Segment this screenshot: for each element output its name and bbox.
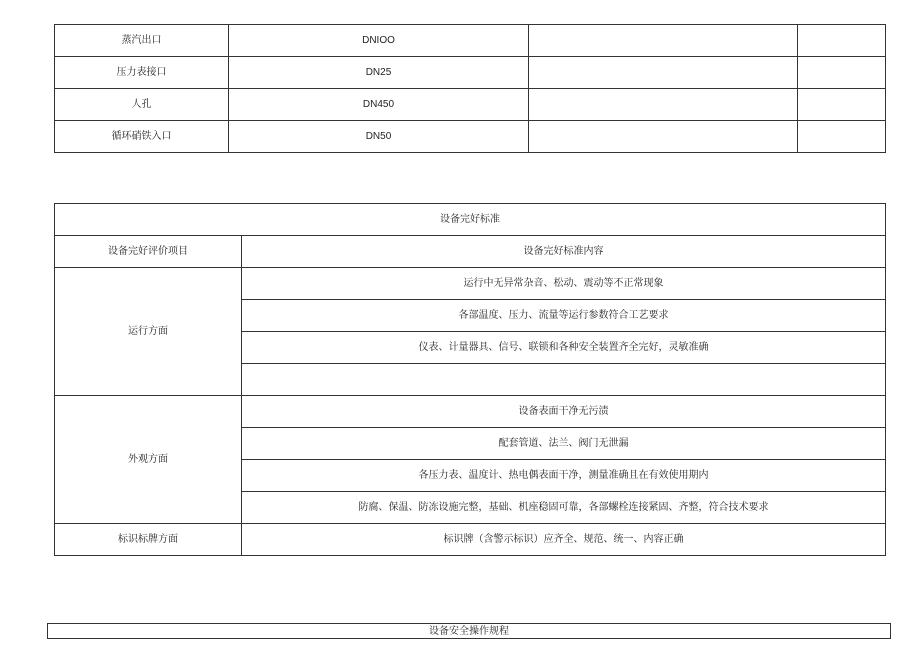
procedure-title: 设备安全操作规程 bbox=[48, 624, 891, 639]
port-name: 蒸汽出口 bbox=[55, 25, 229, 57]
standard-item: 配套管道、法兰、阀门无泄漏 bbox=[242, 428, 886, 460]
standard-item bbox=[242, 364, 886, 396]
table-row bbox=[55, 57, 886, 89]
port-size: DN450 bbox=[229, 89, 529, 121]
empty-cell bbox=[529, 121, 798, 153]
empty-cell bbox=[798, 121, 886, 153]
group-label: 标识标牌方面 bbox=[55, 524, 242, 556]
empty-cell bbox=[798, 89, 886, 121]
table-row bbox=[55, 396, 886, 428]
table-row bbox=[55, 524, 886, 556]
table-header-row bbox=[55, 236, 886, 268]
standard-item: 各部温度、压力、流量等运行参数符合工艺要求 bbox=[242, 300, 886, 332]
table-row bbox=[55, 121, 886, 153]
empty-cell bbox=[529, 25, 798, 57]
empty-cell bbox=[529, 89, 798, 121]
procedure-table bbox=[47, 623, 891, 639]
port-name: 循环硝铁入口 bbox=[55, 121, 229, 153]
group-label: 外观方面 bbox=[55, 396, 242, 524]
port-name: 压力表接口 bbox=[55, 57, 229, 89]
table-title-row bbox=[55, 204, 886, 236]
standard-item: 防腐、保温、防冻设施完整，基础、机座稳固可靠，各部螺栓连接紧固、齐整，符合技术要求 bbox=[242, 492, 886, 524]
port-size: DNIOO bbox=[229, 25, 529, 57]
standard-item: 各压力表、温度计、热电偶表面干净，测量准确且在有效使用期内 bbox=[242, 460, 886, 492]
empty-cell bbox=[798, 25, 886, 57]
standard-item: 设备表面干净无污渍 bbox=[242, 396, 886, 428]
port-name: 人孔 bbox=[55, 89, 229, 121]
standard-item: 标识牌（含警示标识）应齐全、规范、统一、内容正确 bbox=[242, 524, 886, 556]
empty-cell bbox=[529, 57, 798, 89]
table-row bbox=[55, 25, 886, 57]
standard-item: 仪表、计量器具、信号、联锁和各种安全装置齐全完好，灵敏准确 bbox=[242, 332, 886, 364]
table-title-row bbox=[48, 624, 891, 639]
ports-table bbox=[54, 24, 886, 153]
table-row bbox=[55, 268, 886, 300]
port-size: DN25 bbox=[229, 57, 529, 89]
column-header-item: 设备完好评价项目 bbox=[55, 236, 242, 268]
column-header-content: 设备完好标准内容 bbox=[242, 236, 886, 268]
port-size: DN50 bbox=[229, 121, 529, 153]
group-label: 运行方面 bbox=[55, 268, 242, 396]
standards-title: 设备完好标准 bbox=[55, 204, 886, 236]
standards-table bbox=[54, 203, 886, 556]
empty-cell bbox=[798, 57, 886, 89]
standard-item: 运行中无异常杂音、松动、震动等不正常现象 bbox=[242, 268, 886, 300]
table-row bbox=[55, 89, 886, 121]
